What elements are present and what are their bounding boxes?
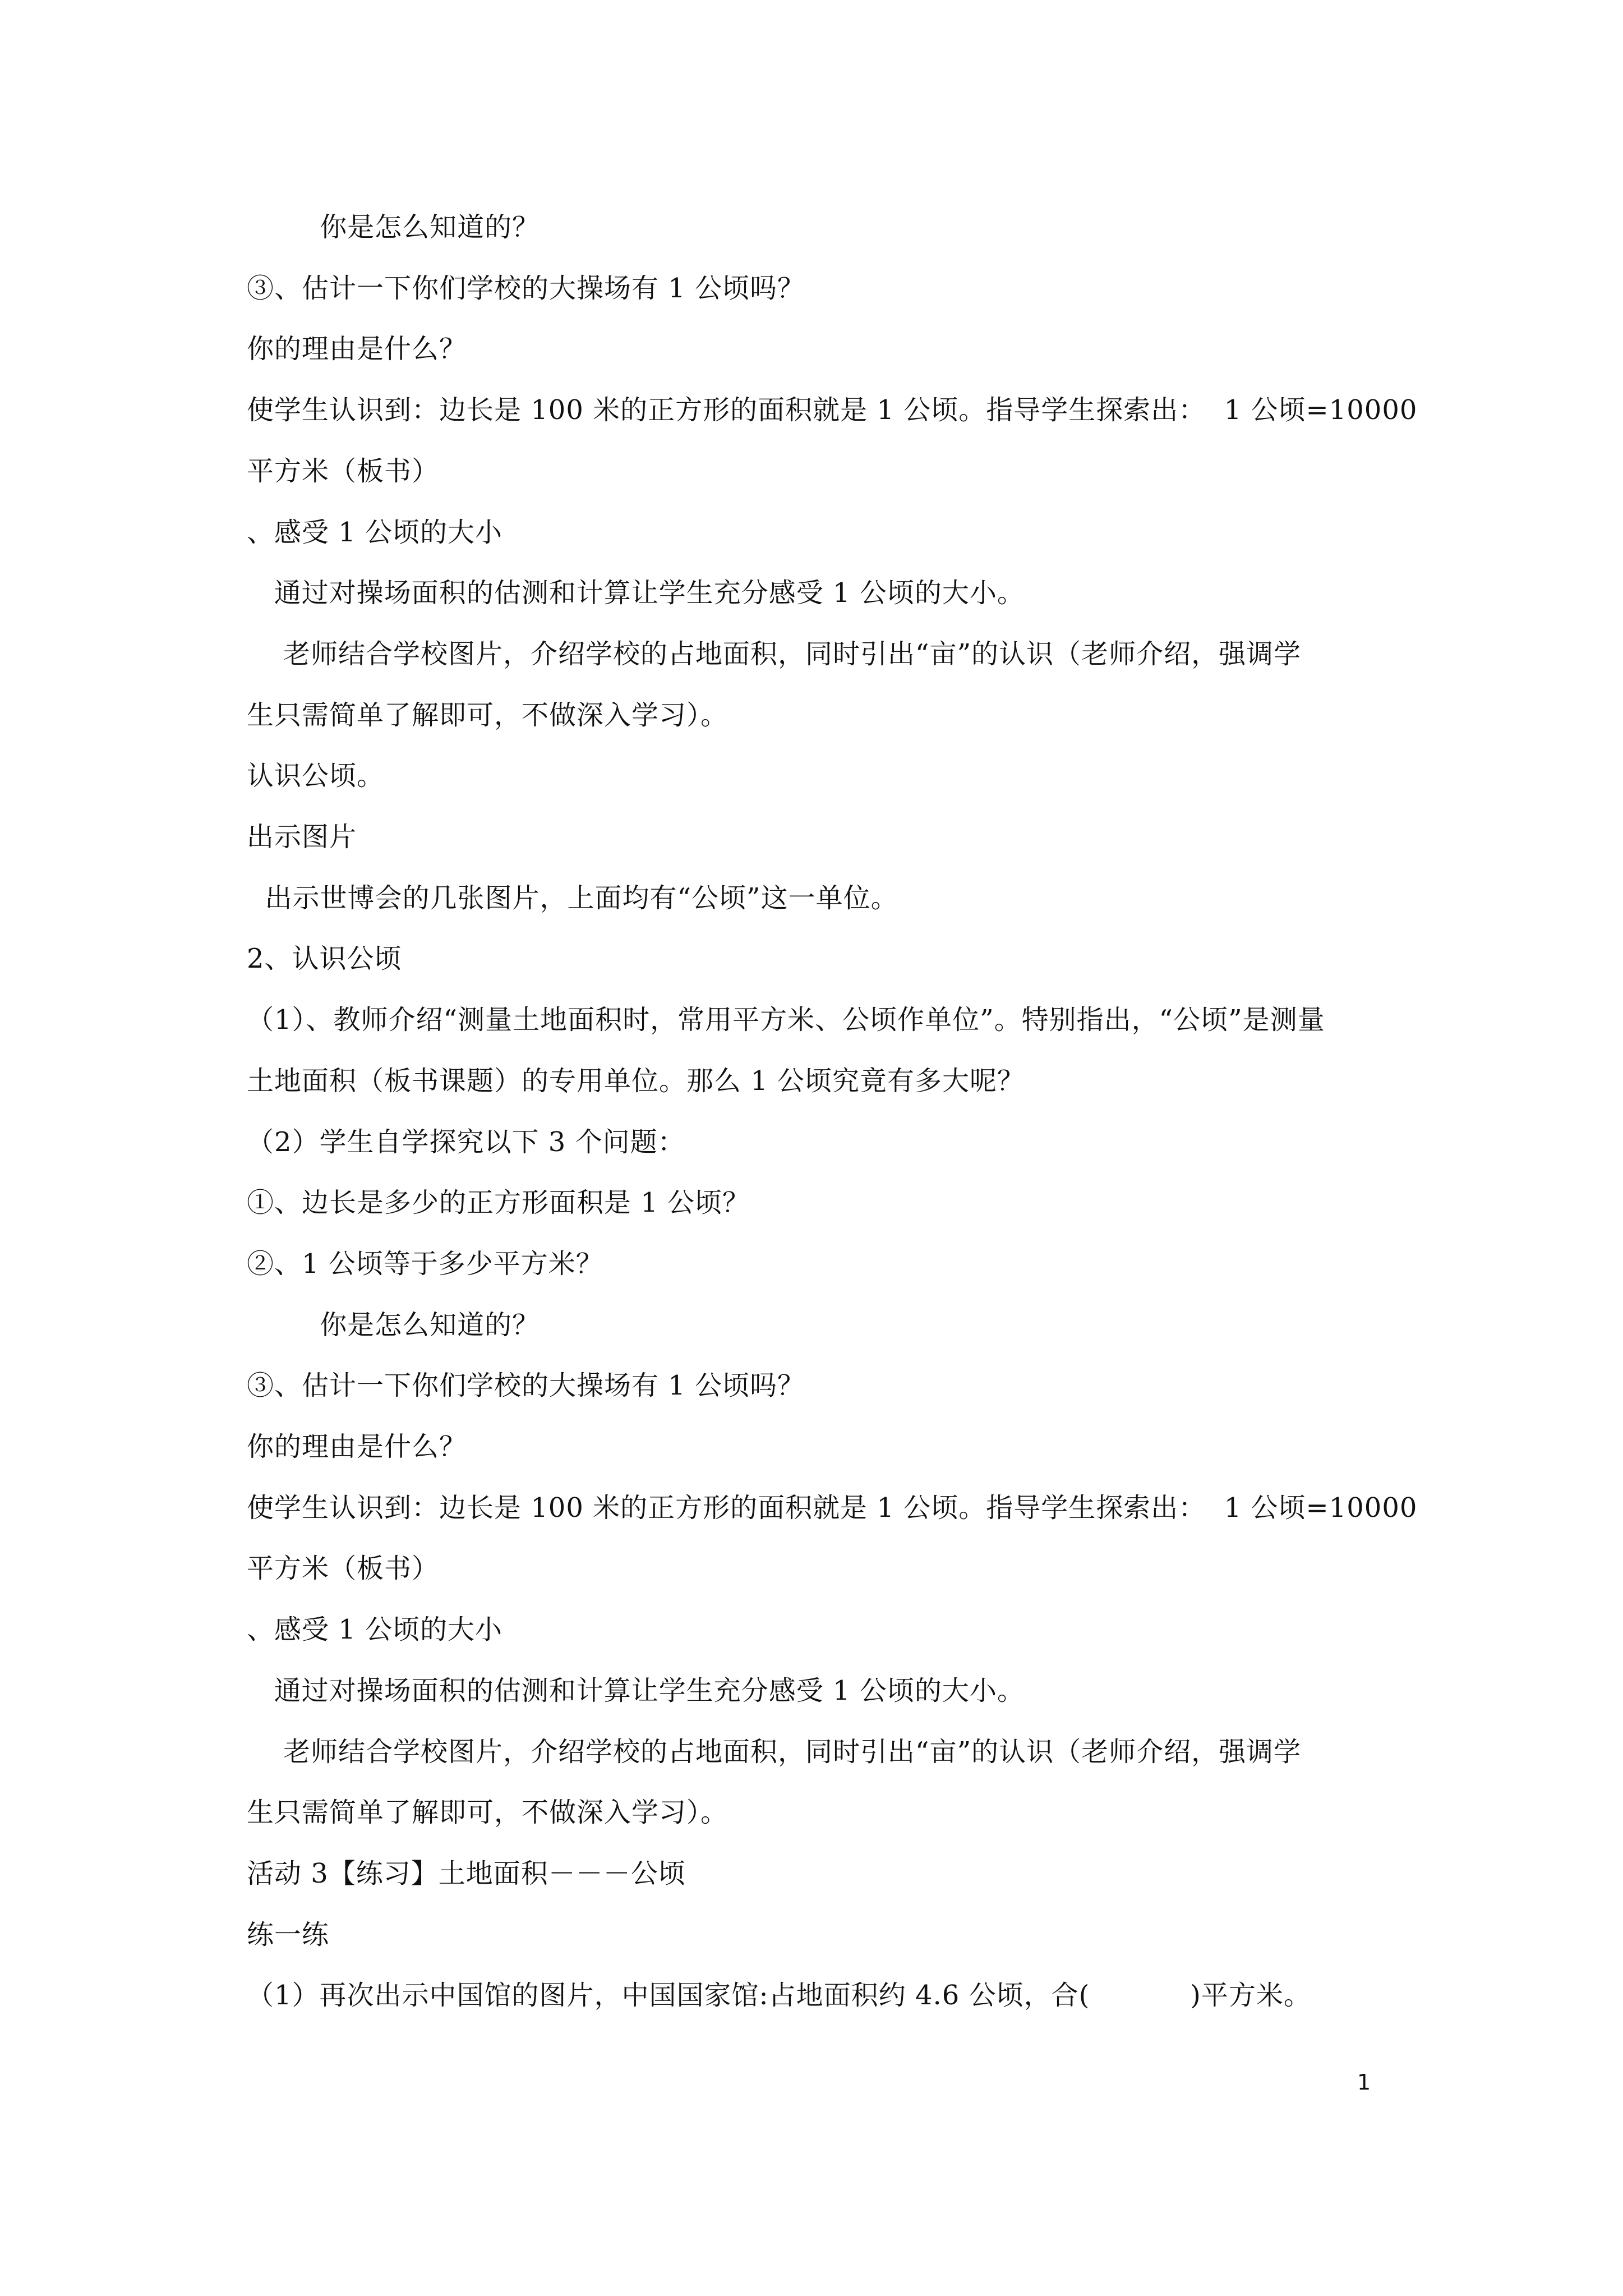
text-line: ③、估计一下你们学校的大操场有 1 公顷吗？ bbox=[247, 272, 805, 304]
text-line: 出示图片 bbox=[247, 821, 357, 853]
text-line: 你是怎么知道的？ bbox=[247, 211, 540, 243]
text-line: 使学生认识到：边长是 100 米的正方形的面积就是 1 公顷。指导学生探索出： 1 公顷=10000 bbox=[247, 1492, 1418, 1524]
text-line: 老师结合学校图片，介绍学校的占地面积，同时引出“亩”的认识（老师介绍，强调学 bbox=[247, 638, 1302, 670]
text-line: 、感受 1 公顷的大小 bbox=[247, 516, 503, 548]
text-line: 使学生认识到：边长是 100 米的正方形的面积就是 1 公顷。指导学生探索出： 1 公顷=10000 bbox=[247, 394, 1418, 426]
text-line: ②、1 公顷等于多少平方米？ bbox=[247, 1248, 603, 1280]
text-line: 生只需简单了解即可，不做深入学习）。 bbox=[247, 1797, 728, 1829]
text-line: 土地面积（板书课题）的专用单位。那么 1 公顷究竟有多大呢？ bbox=[247, 1065, 1025, 1097]
text-line: （1）再次出示中国馆的图片，中国国家馆:占地面积约 4.6 公顷，合( )平方米。 bbox=[247, 1980, 1311, 2012]
text-line: （1）、教师介绍“测量土地面积时，常用平方米、公顷作单位”。特别指出，“公顷”是测量 bbox=[247, 1004, 1325, 1036]
text-line: 认识公顷。 bbox=[247, 760, 385, 792]
page-number: 1 bbox=[1357, 2070, 1371, 2095]
text-line: 、感受 1 公顷的大小 bbox=[247, 1614, 503, 1646]
text-line: （2）学生自学探究以下 3 个问题： bbox=[247, 1126, 685, 1158]
text-line: 练一练 bbox=[247, 1918, 330, 1950]
text-line: 平方米（板书） bbox=[247, 455, 440, 487]
text-line: 你的理由是什么？ bbox=[247, 333, 467, 365]
text-line: 你的理由是什么？ bbox=[247, 1431, 467, 1462]
text-line: 你是怎么知道的？ bbox=[247, 1309, 540, 1341]
text-line: 2、认识公顷 bbox=[247, 943, 402, 975]
text-line: 通过对操场面积的估测和计算让学生充分感受 1 公顷的大小。 bbox=[247, 1674, 1025, 1706]
text-line: 活动 3【练习】土地面积－－－公顷 bbox=[247, 1857, 686, 1889]
text-line: 通过对操场面积的估测和计算让学生充分感受 1 公顷的大小。 bbox=[247, 577, 1025, 609]
text-line: 平方米（板书） bbox=[247, 1553, 440, 1585]
text-line: 生只需简单了解即可，不做深入学习）。 bbox=[247, 699, 728, 731]
text-line: ③、估计一下你们学校的大操场有 1 公顷吗？ bbox=[247, 1370, 805, 1402]
text-line: ①、边长是多少的正方形面积是 1 公顷？ bbox=[247, 1187, 750, 1219]
text-line: 出示世博会的几张图片，上面均有“公顷”这一单位。 bbox=[247, 882, 898, 914]
text-line: 老师结合学校图片，介绍学校的占地面积，同时引出“亩”的认识（老师介绍，强调学 bbox=[247, 1736, 1302, 1768]
